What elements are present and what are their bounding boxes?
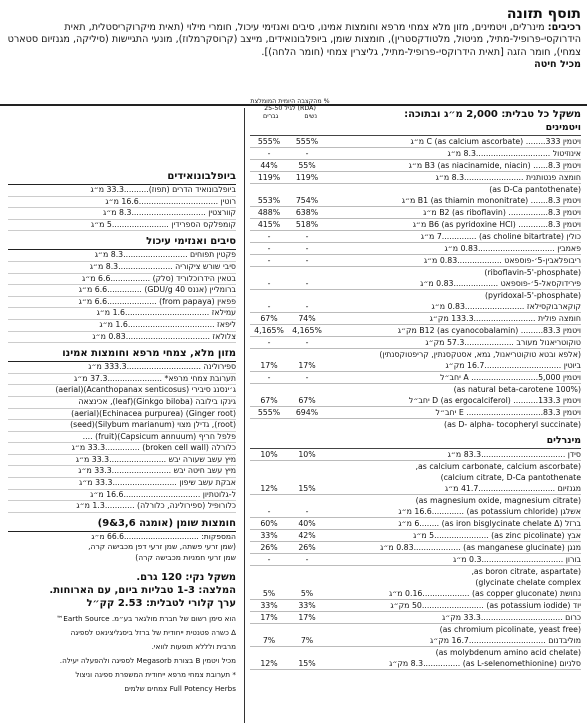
vitamin-row	[250, 172, 581, 184]
mineral-row	[250, 588, 581, 600]
vitamin-row	[250, 195, 581, 207]
vitamin-row	[250, 290, 581, 301]
herb-item: כלורלה (broken cell wall) ..............33.3 מ״ג	[8, 443, 236, 455]
net-weight: משקל נקי: 120 גרם.	[136, 572, 236, 584]
vitamin-rda-men: 17%	[298, 361, 316, 370]
vitamin-rda-men: -	[305, 302, 309, 311]
rda-women-label: נשים	[304, 112, 317, 120]
fatty-acids-list	[8, 532, 236, 563]
mineral-rda-women: -	[267, 507, 271, 516]
vitamin-row	[250, 360, 581, 372]
components-label: רכיבים:	[547, 22, 581, 33]
mineral-name: (as magnesium oxide, magnesium citrate)	[415, 496, 581, 505]
mineral-rda-men: 15%	[298, 484, 316, 493]
vitamin-row	[250, 395, 581, 407]
herb-item: (root), גדילן מצוי (Silybum marianum)(seed)	[8, 420, 236, 432]
herb-item: גינקו בילובה (Ginkgo biloba)(leaf), אכינצאה	[8, 397, 236, 409]
herb-item: ספירולינה ..............................333.3 מ״ג	[8, 362, 236, 374]
mineral-rda-women: -	[267, 555, 271, 564]
mineral-name: יוד (as potassium iodide) .........................50 מק״ג	[390, 601, 581, 610]
herb-item: כלורופיל (ספירולינה, כלורלה) ............1.3 מ״ג	[8, 501, 236, 513]
herb-item: מיץ עשב חיטה יבש ........................33.3 מ״ג	[8, 466, 236, 478]
vitamin-row	[250, 160, 581, 172]
components-text: מינרלים, ויטמינים, מזון מלא צמחי מרפא וחומצות אמינו, סיבים ואנזימי עיכול, חומרי מילוי (תאית מיקרוקריסטלית, תאית הידרוקסי-פרופיל-מתיל, מניטול, מלטודקסטרין), חומצות שומן, ביופלבונואידים, מייצב (קרוסקרמלוז), מונעי התגיישות (סיליקה, מגנזיום סטארט צמחי), חומר הזגה [תאית הידרוקסי-פרופיל-מתיל, גליצרין צמחי (חומר הלחה)].	[7, 22, 581, 58]
vitamin-name: (אלפא ובטא טוקוטריאנול, גמא, אסטקסנתין, קריפטוקסנתין)	[379, 350, 581, 359]
vitamin-name: (riboflavin-5'-phosphate)	[484, 268, 581, 277]
vitamin-name: חומצה פנטותנית ........................8.3 מ״ג	[435, 173, 581, 182]
mineral-rda-men: 40%	[298, 519, 316, 528]
vitamin-row	[250, 207, 581, 219]
mineral-name: ברזל (as iron bisglycinate chelate Δ) ........6 מ״ג	[398, 519, 581, 528]
vitamin-rda-women: -	[267, 232, 271, 241]
mineral-rda-men: 26%	[298, 543, 316, 552]
vitamin-rda-women: 4,165%	[254, 326, 284, 335]
mineral-rda-men: 5%	[300, 589, 314, 598]
vitamin-row	[250, 278, 581, 290]
vitamin-name: ויטמין E ...............................83.3 יחב״ל	[435, 408, 581, 417]
vitamin-rda-women: 67%	[260, 396, 278, 405]
vitamin-row	[250, 419, 581, 430]
vitamin-row	[250, 349, 581, 360]
bioflavonoid-item: רוטין ................................16.6 מ״ג	[8, 197, 236, 209]
vitamin-row	[250, 372, 581, 384]
vitamin-row	[250, 231, 581, 243]
rda-header	[250, 98, 330, 120]
mineral-rda-men: 15%	[298, 659, 316, 668]
mineral-rda-women: 7%	[262, 636, 276, 645]
vitamin-rda-women: -	[267, 279, 271, 288]
herbs-heading: מזון מלא, צמחי מרפא וחומצות אמינו	[8, 347, 236, 362]
vitamin-row	[250, 136, 581, 148]
fatty-acids-heading: חומצות שומן (אומגה 3,6&9)	[8, 517, 236, 532]
vitamins-list	[250, 136, 581, 430]
vitamin-rda-men: 518%	[295, 220, 319, 229]
vitamin-row	[250, 313, 581, 325]
vitamin-rda-men: 67%	[298, 396, 316, 405]
minerals-list	[250, 449, 581, 670]
mineral-row	[250, 495, 581, 506]
page-title: תוסף תזונה	[506, 6, 581, 22]
mineral-row	[250, 518, 581, 530]
vitamin-name: (as D- alpha- tocopheryl succinate)	[444, 420, 581, 429]
footnotes	[8, 614, 236, 694]
herb-item: תערובת צמחי מרפא* ......................37.3 מ״ג	[8, 374, 236, 386]
vitamin-row	[250, 148, 581, 160]
mineral-rda-men: 33%	[298, 601, 316, 610]
vitamin-row	[250, 384, 581, 395]
herbs-list	[8, 362, 236, 513]
mineral-row	[250, 612, 581, 624]
nutrition-right-column	[250, 98, 581, 670]
fatty-acid-item: המספקות: ...............................66.6 מ״ג	[91, 531, 236, 541]
vitamin-row	[250, 243, 581, 255]
fiber-heading: סיבים ואנזימי עיכול	[8, 235, 236, 250]
footnote-line: Full Potency Herbs צמחים שלמים	[124, 684, 236, 694]
mineral-rda-men: -	[305, 507, 309, 516]
fiber-item: צלולאז ..................................0.83 מ״ג	[8, 332, 236, 344]
vitamin-name: (pyridoxal-5'-phosphate)	[484, 291, 581, 300]
vitamin-rda-women: 119%	[257, 173, 281, 182]
mineral-row	[250, 577, 581, 588]
vitamin-name: ויטמין B2 (as riboflavin) ................8.3 מ״ג	[423, 208, 581, 217]
vitamin-name: ריבופלאבין-5׳-פוספאט ..................0.83 מ״ג	[423, 256, 581, 265]
mineral-rda-women: 5%	[262, 589, 276, 598]
mineral-name: (as boron citrate, aspartate,	[471, 567, 581, 576]
herb-item: ג׳ינסנג סיבירי (Acanthopanax senticosus)(aerial)	[8, 385, 236, 397]
vitamin-rda-women: -	[267, 244, 271, 253]
vitamin-rda-women: -	[267, 338, 271, 347]
vitamin-row	[250, 255, 581, 267]
footnote-line: מכיל ויטמין B בצורת Megasorb לספיגה ולהפעלה יעילה.	[59, 656, 236, 666]
vitamin-name: ויטמין C (as calcium ascorbate) ........333 מ״ג	[410, 137, 581, 146]
mineral-name: מוליבדנום ...............................16.7 מק״ג	[429, 636, 581, 645]
vitamin-rda-men: 694%	[295, 408, 319, 417]
mineral-rda-women: 26%	[260, 543, 278, 552]
energy-value: ערך קלורי לטבלית: 2.53 קק״ל	[86, 598, 236, 610]
vitamin-rda-women: -	[267, 373, 271, 382]
vitamin-rda-men: 119%	[295, 173, 319, 182]
mineral-rda-men: 10%	[298, 450, 316, 459]
vitamin-rda-men: 74%	[298, 314, 316, 323]
vitamin-rda-women: -	[267, 149, 271, 158]
mineral-name: נחושת (as copper gluconate) ...................0.16 מ״ג	[389, 589, 581, 598]
bioflavonoids-heading: ביופלבונואידים	[8, 170, 236, 185]
vitamin-rda-men: 4,165%	[292, 326, 322, 335]
mineral-row	[250, 449, 581, 461]
vitamin-name: פירידוקסאל-5׳-פוספאט ..................0.83 מ״ג	[420, 279, 581, 288]
vitamin-name: ויטמין B6 (as pyridoxine HCl) ............8.3 מ״ג	[412, 220, 581, 229]
herb-item: ל-גלוטתיון ...............................16.6 מ״ג	[8, 490, 236, 502]
vitamin-rda-men: 638%	[295, 208, 319, 217]
bioflavonoids-list	[8, 185, 236, 231]
mineral-rda-men: -	[305, 555, 309, 564]
components-paragraph	[6, 22, 581, 59]
mineral-name: מגנזיום ...............................41.7 מ״ג	[444, 484, 581, 493]
mineral-row	[250, 658, 581, 670]
vitamin-name: ויטמין A ...........................5,000 יחב״ל	[440, 373, 581, 382]
fiber-item: פקטין תפוחים ..........................8.3 מ״ג	[8, 250, 236, 262]
vitamin-rda-women: 553%	[257, 196, 281, 205]
serving-title: משקל כל טבלית: 2,000 מ״ג ובתוכה:	[404, 109, 581, 120]
mineral-name: (as molybdenum amino acid chelate)	[435, 648, 581, 657]
vitamin-rda-women: 415%	[257, 220, 281, 229]
vitamin-row	[250, 184, 581, 195]
vitamin-rda-men: -	[305, 232, 309, 241]
fiber-item: ליפאז ...................................1.6 מ״ג	[8, 320, 236, 332]
mineral-row	[250, 647, 581, 658]
mineral-rda-women: 17%	[260, 613, 278, 622]
minerals-heading: מינרלים	[250, 434, 581, 449]
mineral-rda-women: 33%	[260, 531, 278, 540]
fatty-acid-item: שמן זרעי חמניות מכבישה קרה)	[135, 552, 236, 562]
vitamin-name: קוקארבוקסילאז ........................0.83 מ״ג	[431, 302, 581, 311]
vitamin-rda-men: 754%	[295, 196, 319, 205]
vitamin-rda-women: 67%	[260, 314, 278, 323]
vitamin-name: פאמבין ...............................0.83 מ״ג	[444, 244, 581, 253]
vitamin-name: חומצה פולית .........................133.3 מק״ג	[429, 314, 581, 323]
mineral-row	[250, 635, 581, 647]
usage-recommendation: המלצה: 1-3 טבליות ביום, עם הארוחות.	[49, 585, 236, 597]
vitamin-rda-women: 488%	[257, 208, 281, 217]
vitamin-rda-women: 44%	[260, 161, 278, 170]
vitamin-row	[250, 301, 581, 313]
mineral-row	[250, 483, 581, 495]
herb-item: פלפל חריף (Capsicum annuum)(fruit) ....	[8, 432, 236, 444]
vitamin-rda-men: -	[305, 373, 309, 382]
bioflavonoid-item: קומפלקס הספרידין .......................5 מ״ג	[8, 220, 236, 232]
mineral-name: בורון .................................0.3 מ״ג	[453, 555, 581, 564]
column-divider	[244, 108, 245, 723]
vitamin-rda-men: 55%	[298, 161, 316, 170]
fiber-item: סיבי שורש ציקוריה ......................8.3 מ״ג	[8, 262, 236, 274]
mineral-rda-men: 7%	[300, 636, 314, 645]
footnote-line: הוא סימן רשום של חברת מולגאר בע״מ. Earth Source™	[56, 614, 236, 624]
mineral-row	[250, 472, 581, 483]
vitamin-row	[250, 325, 581, 337]
vitamin-rda-men: 555%	[295, 137, 319, 146]
footnote-line: ∆ כשרה פטנטית ייחודית של ברזל ביסגליצינאט לספיגה	[70, 628, 236, 638]
mineral-name: סידן ..................................83.3 מ״ג	[447, 450, 581, 459]
label-header	[6, 6, 581, 72]
vitamin-rda-women: 555%	[257, 408, 281, 417]
vitamin-name: (as D-Ca pantothenate)	[489, 185, 581, 194]
mineral-name: אשלגן (as potassium chloride) .............16.6 מ״ג	[398, 507, 581, 516]
mineral-row	[250, 600, 581, 612]
mineral-name: סלניום (as L-selenomethionine) ...............8.3 מק״ג	[389, 659, 581, 668]
mineral-name: (as chromium picolinate, yeast free)	[439, 625, 581, 634]
fatty-acid-item: (שמן זרעי פשתה, שמן זרעי דפן מכבישה קרה,	[88, 542, 236, 552]
vitamin-row	[250, 219, 581, 231]
allergen-note: מכיל חיטה	[534, 59, 581, 71]
mineral-rda-men: 17%	[298, 613, 316, 622]
mineral-row	[250, 554, 581, 566]
mineral-rda-women: 12%	[260, 659, 278, 668]
vitamin-rda-women: -	[267, 256, 271, 265]
mineral-row	[250, 506, 581, 518]
mineral-row	[250, 461, 581, 472]
vitamin-name: אינוזיטול ..............................8.3 מ״ג	[447, 149, 581, 158]
vitamin-rda-men: -	[305, 244, 309, 253]
mineral-rda-women: 60%	[260, 519, 278, 528]
vitamins-heading: ויטמינים	[250, 121, 581, 136]
mineral-row	[250, 530, 581, 542]
fiber-list	[8, 250, 236, 343]
mineral-rda-women: 10%	[260, 450, 278, 459]
footnote-line: מרבית ולללא תופעות לוואי.	[151, 642, 236, 652]
vitamin-rda-women: 17%	[260, 361, 278, 370]
vitamin-rda-women: 555%	[257, 137, 281, 146]
mineral-row	[250, 542, 581, 554]
nutrition-left-column	[8, 166, 236, 694]
vitamin-name: ויטמין B12 (as cyanocobalamin) .........83.3 מק״ג	[397, 326, 581, 335]
fiber-item: ברומליין (אננס 40 GDU/g) ..............6.6 מ״ג	[8, 285, 236, 297]
vitamin-row	[250, 267, 581, 278]
vitamin-rda-men: -	[305, 256, 309, 265]
bioflavonoid-item: ביופלבונואיד הדרים (תפוז)..........33.3 מ״ג	[8, 185, 236, 197]
herb-item: מיץ עשב שעורה יבש .......................33.3 מ״ג	[8, 455, 236, 467]
mineral-name: מנגן (as manganese glucinate) ...................0.83 מ״ג	[380, 543, 581, 552]
mineral-row	[250, 624, 581, 635]
vitamin-rda-men: -	[305, 279, 309, 288]
fiber-item: עמילאז ..................................1.6 מ״ג	[8, 308, 236, 320]
mineral-rda-women: 12%	[260, 484, 278, 493]
herb-item: (Ginger root) (Echinacea purpurea)(aerial)	[8, 409, 236, 421]
vitamin-name: ויטמין B1 (as thiamin mononitrate) .......8.3 מ״ג	[401, 196, 581, 205]
vitamin-rda-women: -	[267, 302, 271, 311]
herb-item: אבקת עשב שיפון ..........................33.3 מ״ג	[8, 478, 236, 490]
mineral-name: (as calcium carbonate, calcium ascorbate,	[415, 462, 581, 471]
vitamin-rda-men: -	[305, 149, 309, 158]
rda-men-label: גברים	[263, 112, 279, 120]
mineral-rda-men: 42%	[298, 531, 316, 540]
vitamin-row	[250, 407, 581, 419]
mineral-name: calcium citrate, D-Ca pantothenate)	[440, 473, 581, 482]
bioflavonoid-item: קוורצטין ..............................8.3 מ״ג	[8, 208, 236, 220]
mineral-name: glycinate chelate complex)	[475, 578, 581, 587]
rda-header-text: % מהקצבה היומית המומלצת (RDA) לגיל 25-50	[250, 98, 330, 113]
mineral-name: כרום .................................33.3 מק״ג	[441, 613, 581, 622]
vitamin-name: כולין (as choline bitartrate) ..............7 מ״ג	[420, 232, 581, 241]
footnote-line: * תערובת צמחי מרפא ייחודית המשפרת ספיגה וניצול	[75, 670, 236, 680]
mineral-row	[250, 566, 581, 577]
mineral-name: אבץ (as zinc picolinate) ......................5 מ״ג	[413, 531, 581, 540]
vitamin-name: טוקוטריאנול מעורב ....................57.3 מק״ג	[425, 338, 581, 347]
fiber-item: פפאין (from papaya) ....................6.6 מ״ג	[8, 297, 236, 309]
fiber-item: בטאין הידרוכלוריד (סלק) ................6.6 מ״ג	[8, 274, 236, 286]
mineral-rda-women: 33%	[260, 601, 278, 610]
vitamin-name: ויטמין D (as ergocalciferol) ..........133.3 יחב״ל	[408, 396, 581, 405]
vitamin-name: (100% as natural beta-carotene)	[453, 385, 581, 394]
vitamin-row	[250, 337, 581, 349]
vitamin-name: ביוטין ...............................16.7 מק״ג	[445, 361, 581, 370]
vitamin-name: ויטמין B3 (as niacinamide, niacin) ......8.3 מ״ג	[408, 161, 581, 170]
vitamin-rda-men: -	[305, 338, 309, 347]
